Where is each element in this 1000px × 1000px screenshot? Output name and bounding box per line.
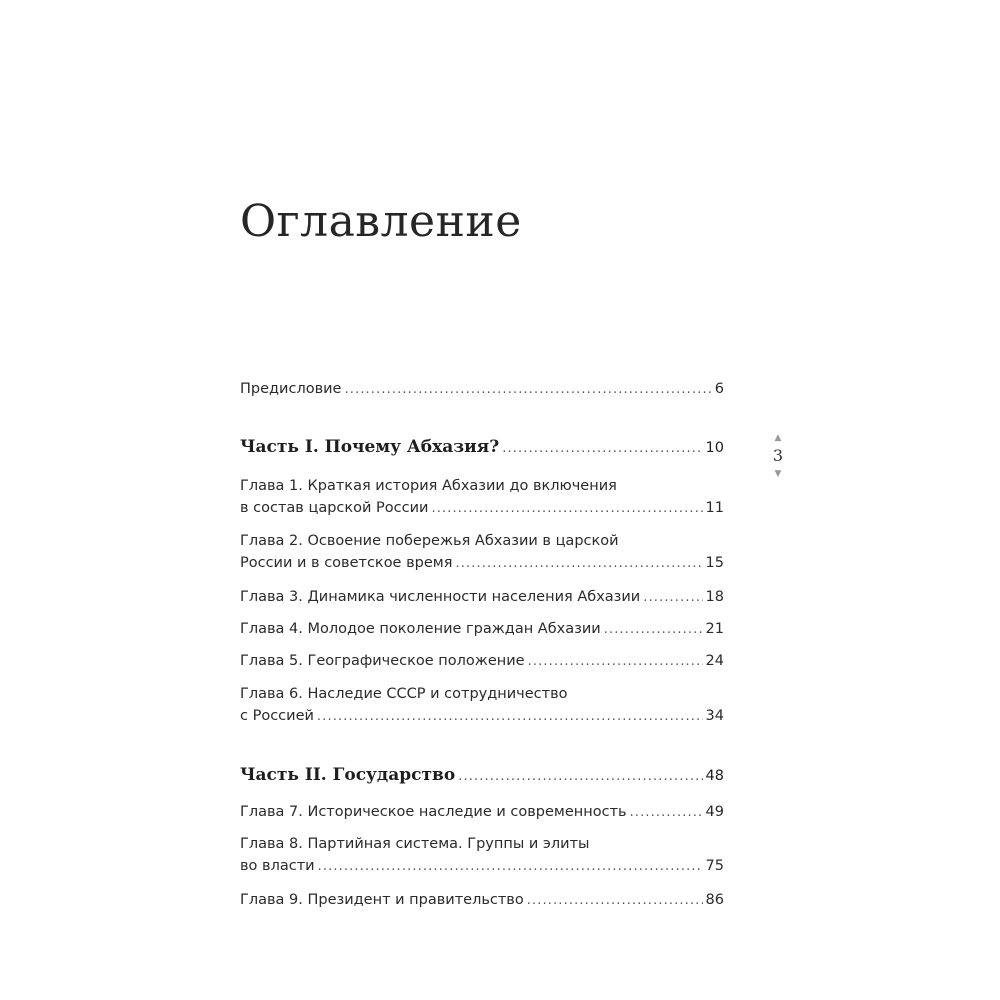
toc-entry-label-line1: Глава 6. Наследие СССР и сотрудничество [240,686,568,702]
dot-leader [318,856,703,878]
dot-leader [527,890,703,912]
toc-page-number: 11 [705,500,724,516]
toc-page-number: 34 [705,708,724,724]
toc-entry-chapter-3 [240,586,724,609]
toc-page-number: 48 [705,768,724,784]
dot-leader [630,802,703,824]
toc-entry-chapter-8 [240,833,724,878]
drop-ornament-bottom-icon: ▼ [774,469,782,479]
toc-entry-chapter-7 [240,801,724,824]
dot-leader [344,379,711,401]
dot-leader [458,766,702,788]
dot-leader [317,706,703,728]
toc-entry-label: Предисловие [240,381,342,397]
page-title: Оглавление [240,196,522,247]
toc-entry-chapter-1 [240,475,724,520]
toc-entry-label: в состав царской России [240,500,429,516]
toc-page-number: 15 [705,555,724,571]
toc-part-1 [240,436,724,460]
dot-leader [502,438,702,460]
toc-entry-preface [240,378,724,401]
toc-part-label: Часть II. Государство [240,765,456,785]
dot-leader [643,587,702,609]
toc-entry-label: Глава 9. Президент и правительство [240,892,524,908]
toc-part-2 [240,764,724,788]
toc-entry-label: Глава 3. Динамика численности населения Абхазии [240,589,641,605]
toc-page-number: 49 [705,804,724,820]
toc-entry-label: России и в советское время [240,555,453,571]
toc-page-number: 24 [705,653,724,669]
dot-leader [528,651,703,673]
toc-page-number: 6 [714,381,724,397]
toc-entry-label: Глава 5. Географическое положение [240,653,525,669]
toc-entry-label: с Россией [240,708,314,724]
toc-part-label: Часть I. Почему Абхазия? [240,437,500,457]
toc-entry-label-line1: Глава 1. Краткая история Абхазии до включения [240,478,617,494]
toc-page-number: 10 [705,440,724,456]
toc-page-number: 75 [705,858,724,874]
toc-page-number: 86 [705,892,724,908]
drop-ornament-top-icon: ▲ [774,433,782,443]
toc-page-number: 21 [705,621,724,637]
toc-entry-label: во власти [240,858,315,874]
toc-entry-label: Глава 7. Историческое наследие и современность [240,804,627,820]
toc-entry-chapter-9 [240,889,724,912]
toc-page-number: 18 [705,589,724,605]
toc-entry-chapter-6 [240,683,724,728]
page-number: 3 [772,446,784,465]
toc-entry-label-line1: Глава 2. Освоение побережья Абхазии в царской [240,533,619,549]
dot-leader [431,498,702,520]
page-folio [770,432,786,480]
toc-entry-chapter-4 [240,618,724,641]
dot-leader [455,553,702,575]
toc-entry-label-line1: Глава 8. Партийная система. Группы и элиты [240,836,590,852]
dot-leader [604,619,703,641]
toc-entry-chapter-2 [240,530,724,575]
toc-entry-label: Глава 4. Молодое поколение граждан Абхазии [240,621,601,637]
toc-entry-chapter-5 [240,650,724,673]
